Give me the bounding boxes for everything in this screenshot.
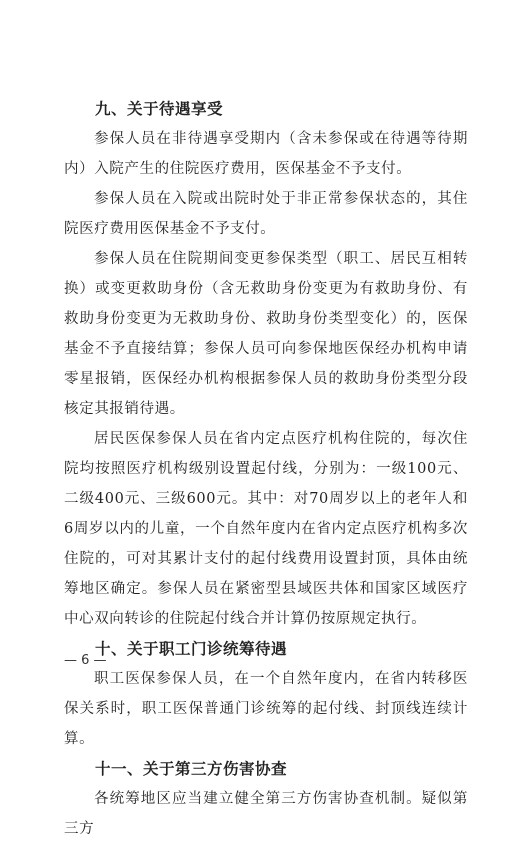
document-body <box>64 94 468 844</box>
section-heading-11: 十一、关于第三方伤害协查 <box>95 760 288 778</box>
section-11-paragraph-1: 各统筹地区应当建立健全第三方伤害协查机制。疑似第三方 <box>64 791 468 837</box>
section-9-paragraph-1: 参保人员在非待遇享受期内（含未参保或在待遇等待期内）入院产生的住院医疗费用，医保基金不予支付。 <box>64 131 468 177</box>
section-9-paragraph-3: 参保人员在住院期间变更参保类型（职工、居民互相转换）或变更救助身份（含无救助身份变更为有救助身份、有救助身份变更为无救助身份、救助身份类型变化）的，医保基金不予直接结算；参保人员可向参保地医保经办机构申请零星报销，医保经办机构根据参保人员的救助身份类型分段核定其报销待遇。 <box>64 251 468 417</box>
page-number: — 6 — <box>64 653 107 668</box>
section-heading-9: 九、关于待遇享受 <box>95 100 224 118</box>
section-10-paragraph-1: 职工医保参保人员，在一个自然年度内，在省内转移医保关系时，职工医保普通门诊统筹的起付线、封顶线连续计算。 <box>64 671 468 747</box>
section-9-paragraph-2: 参保人员在入院或出院时处于非正常参保状态的，其住院医疗费用医保基金不予支付。 <box>64 191 468 237</box>
section-heading-10: 十、关于职工门诊统筹待遇 <box>95 640 288 658</box>
section-9-paragraph-4: 居民医保参保人员在省内定点医疗机构住院的，每次住院均按照医疗机构级别设置起付线，分别为：一级100元、二级400元、三级600元。其中：对70周岁以上的老年人和6周岁以内的儿童，一个自然年度内在省内定点医疗机构多次住院的，可对其累计支付的起付线费用设置封顶，具体由统筹地区确定。参保人员在紧密型县域医共体和国家区域医疗中心双向转诊的住院起付线合并计算仍按原规定执行。 <box>64 431 468 627</box>
